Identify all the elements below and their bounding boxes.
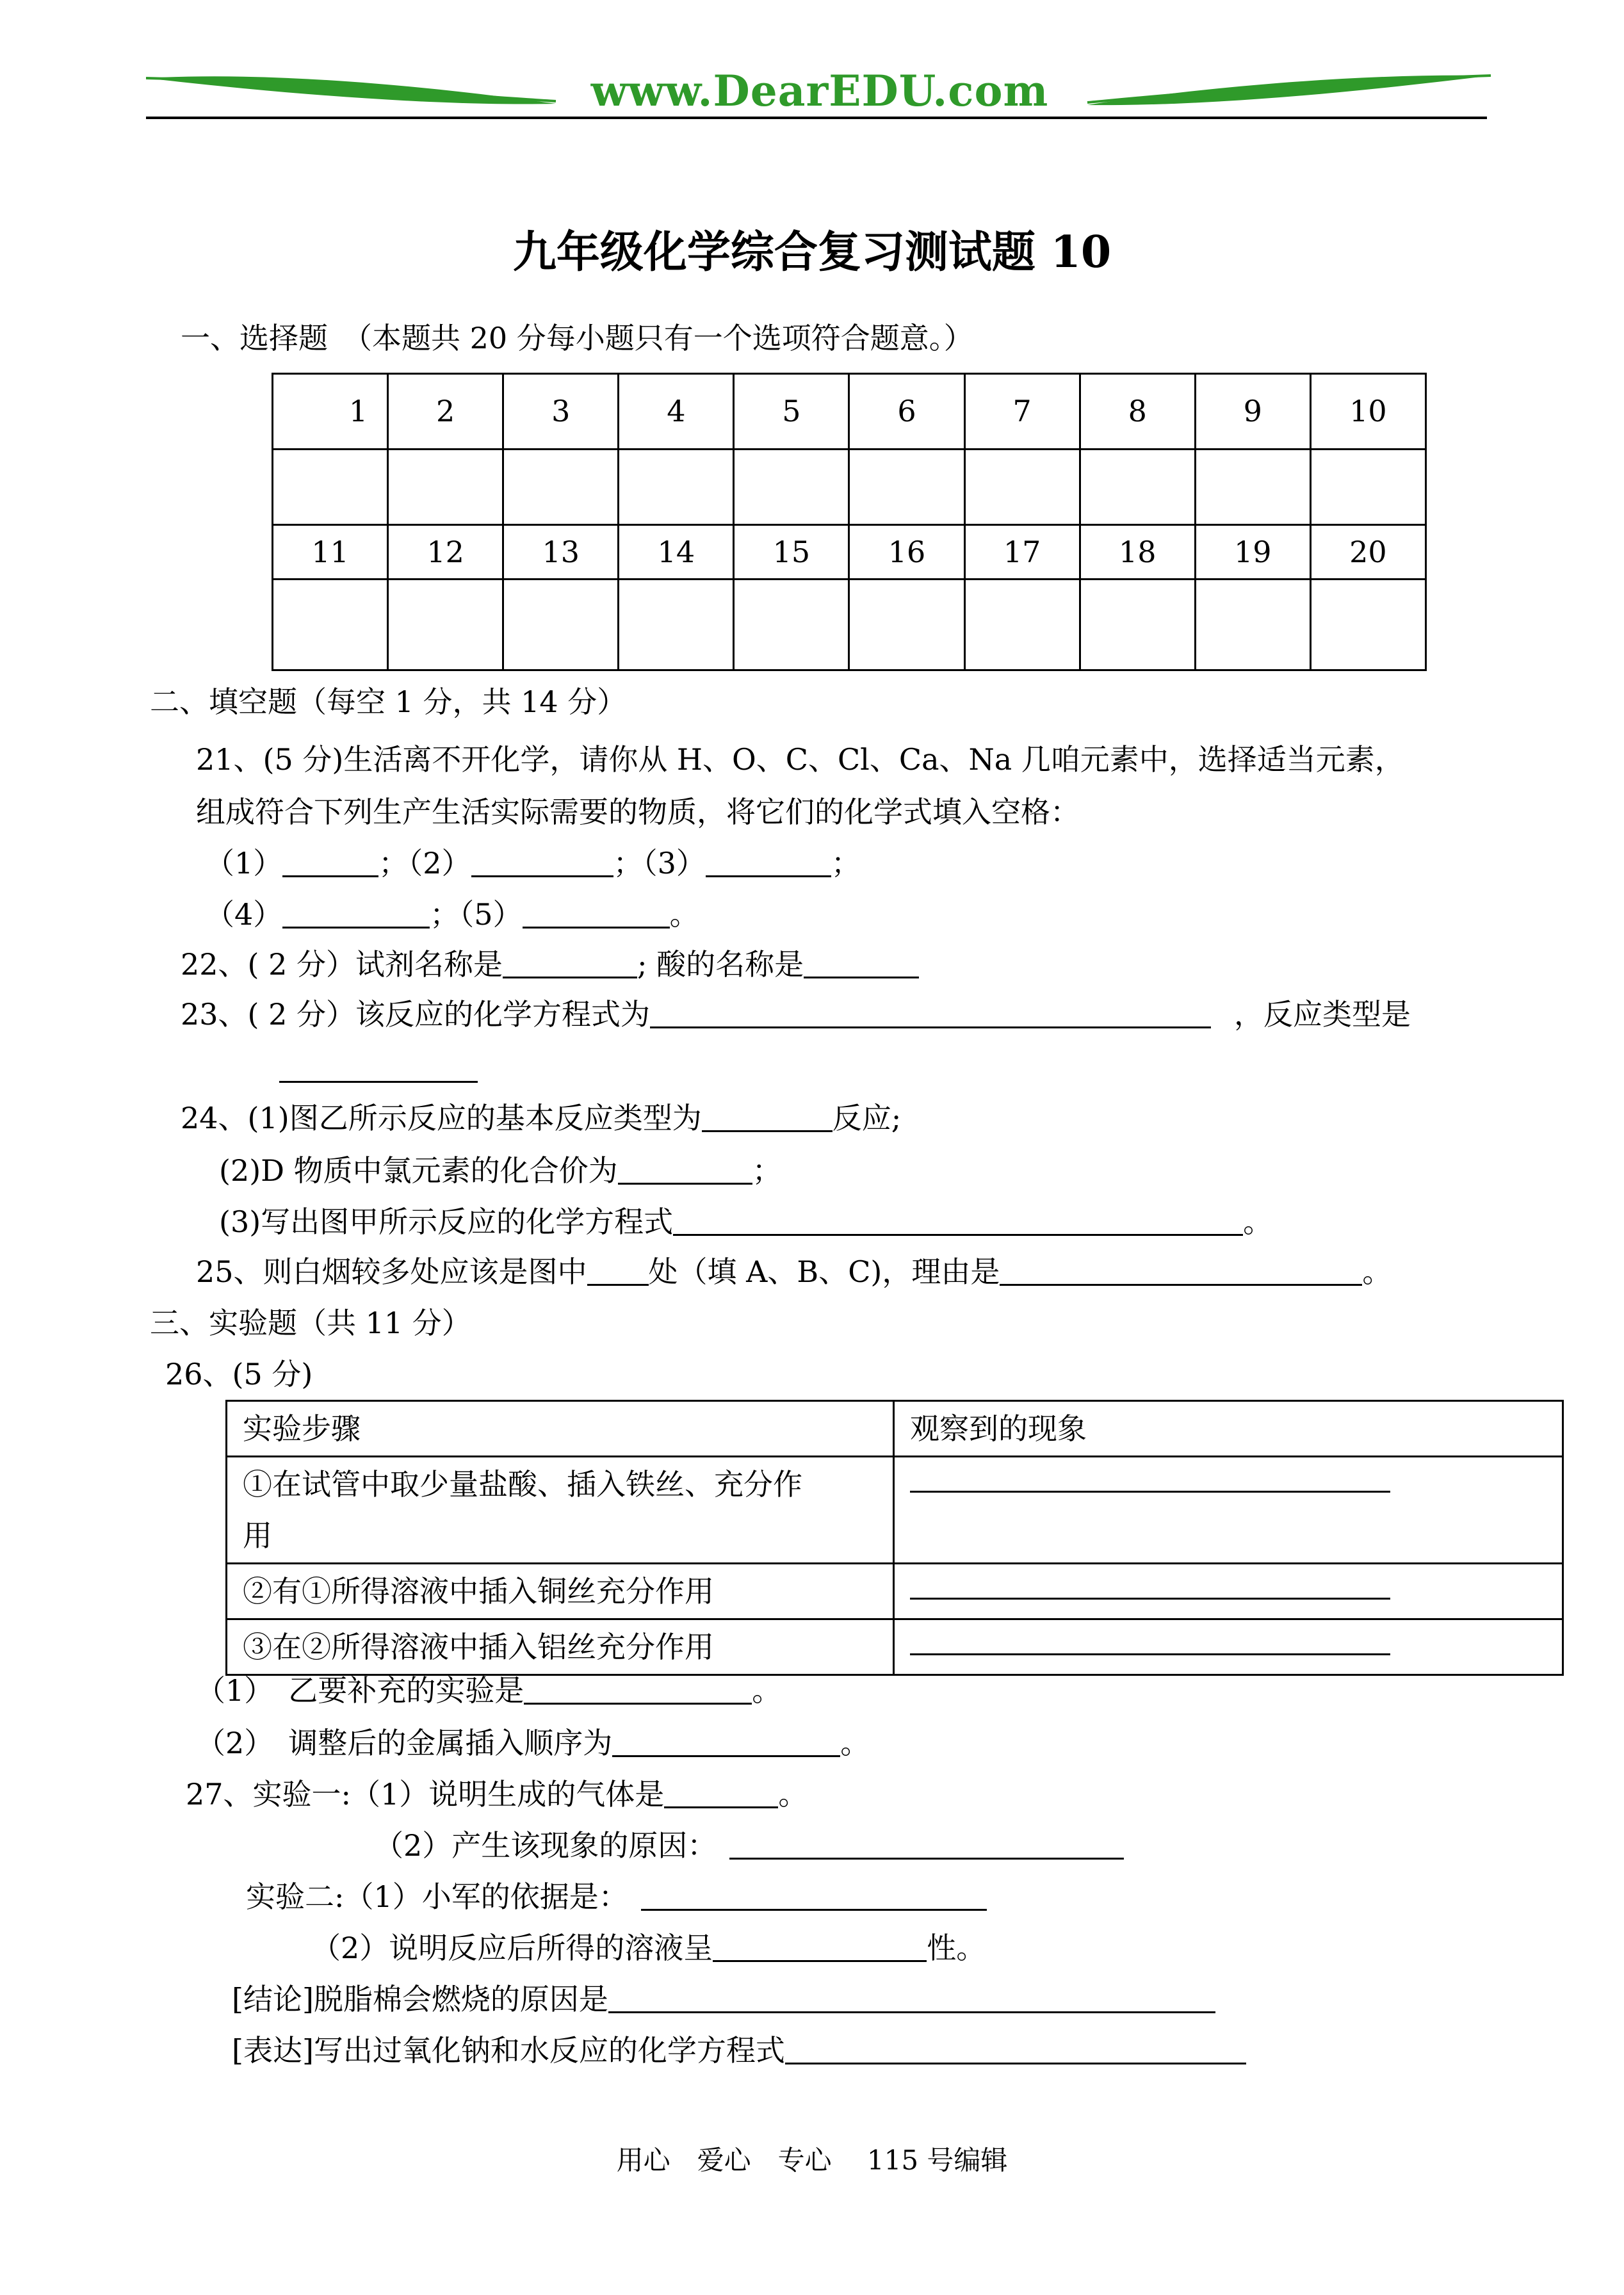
header-rule [146,117,1487,119]
q21-blanks-row1 [205,844,861,882]
q25-text-c: 。 [1362,1254,1392,1289]
answer-cell[interactable] [619,449,734,524]
q26-label: 26、(5 分) [165,1357,313,1391]
q21-blank-3[interactable] [706,847,831,877]
q26-blank-2[interactable] [612,1727,840,1757]
section2-heading: 二、填空题（每空 1 分，共 14 分） [150,685,627,719]
step-1 [227,1457,894,1564]
observation-2 [894,1564,1563,1619]
answer-cell[interactable] [1310,449,1425,524]
q23-text-a: 23、( 2 分）该反应的化学方程式为 [181,997,650,1032]
answer-cell[interactable] [273,579,388,670]
q21-label-5-end: 。 [669,897,699,932]
grid-number: 1 [273,374,388,450]
q21-label-1: （1） [205,846,283,880]
q21-label-5: ；（5） [430,897,523,932]
q21-label-4: （4） [205,897,283,932]
answer-cell[interactable] [503,579,619,670]
answer-cell[interactable] [734,449,849,524]
site-logo-text: www.DearEDU.com [590,66,1049,116]
conclusion-blank[interactable] [608,1983,1215,2013]
q27-blank-4[interactable] [713,1932,927,1962]
answer-cell[interactable] [1195,579,1310,670]
q27-blank-2[interactable] [729,1829,1124,1860]
q26-blank-1[interactable] [524,1675,752,1705]
grid-number: 11 [273,524,388,579]
grid-number: 6 [849,374,964,450]
q21-label-3-end: ； [831,846,861,880]
q24-text-1a: 24、(1)图乙所示反应的基本反应类型为 [181,1101,702,1135]
grid-number: 13 [503,524,619,579]
answer-cell[interactable] [273,449,388,524]
q26-sub1 [196,1671,781,1710]
answer-cell[interactable] [1080,449,1195,524]
q21-blanks-row2 [205,895,699,934]
q23-blank-2[interactable] [279,1081,478,1083]
q22-text-b: ; 酸的名称是 [637,947,804,982]
q27-line1 [186,1775,808,1813]
q21-blank-4[interactable] [282,898,430,929]
experiment-row-1 [227,1457,1563,1564]
header-observations: 观察到的现象 [894,1401,1563,1457]
q25-text-b: 处（填 A、B、C)，理由是 [648,1254,1000,1289]
grid-number: 9 [1195,374,1310,450]
q21-label-3: ；（3） [613,846,706,880]
q23-text-b: ，反应类型是 [1234,997,1411,1032]
q24-text-2a: (2)D 物质中氯元素的化合价为 [219,1153,618,1188]
section1-heading: 一、选择题 （本题共 20 分每小题只有一个选项符合题意。） [181,321,973,355]
experiment-table [225,1400,1564,1664]
grid-number: 4 [619,374,734,450]
observation-1 [894,1457,1563,1564]
q24-text-3b: 。 [1243,1204,1273,1239]
q22-text-a: 22、( 2 分）试剂名称是 [181,947,503,982]
q23-blank-1[interactable] [650,998,1211,1028]
q24-line2 [219,1151,782,1190]
q22-blank-2[interactable] [804,948,919,978]
experiment-row-3 [227,1619,1563,1675]
q27-text-1a: 27、实验一:（1）说明生成的气体是 [186,1777,665,1812]
page-title: 九年级化学综合复习测试题 10 [512,227,1112,278]
answer-grid-row-answers-1 [273,449,1426,524]
grid-number: 14 [619,524,734,579]
answer-cell[interactable] [1310,579,1425,670]
q21-text-line2: 组成符合下列生产生活实际需要的物质，将它们的化学式填入空格： [196,795,1080,829]
observation-1-blank[interactable] [910,1459,1390,1493]
step-3: ③在②所得溶液中插入铝丝充分作用 [227,1619,894,1675]
q21-label-2: ；（2） [378,846,471,880]
answer-cell[interactable] [388,579,503,670]
grid-number: 20 [1310,524,1425,579]
q24-text-1b: 反应; [832,1101,902,1135]
q25-blank-1[interactable] [587,1256,649,1286]
q23-line [181,995,1411,1034]
q25-line [196,1253,1392,1291]
q21-blank-1[interactable] [282,847,378,877]
q26-text-1a: （1） 乙要补充的实验是 [196,1673,524,1708]
grid-number: 8 [1080,374,1195,450]
answer-cell[interactable] [964,579,1080,670]
q27-text-3a: 实验二:（1）小军的依据是： [246,1879,628,1914]
answer-cell[interactable] [503,449,619,524]
section3-heading: 三、实验题（共 11 分） [150,1306,471,1340]
answer-cell[interactable] [1080,579,1195,670]
answer-cell[interactable] [734,579,849,670]
answer-grid-row-numbers-1 [273,374,1426,450]
experiment-row-2 [227,1564,1563,1619]
q26-text-2a: （2） 调整后的金属插入顺序为 [196,1726,613,1760]
q22-blank-1[interactable] [503,948,637,978]
q27-text-4a: （2）说明反应后所得的溶液呈 [311,1931,713,1965]
grid-number: 7 [964,374,1080,450]
q25-text-a: 25、则白烟较多处应该是图中 [196,1254,587,1289]
grid-number: 18 [1080,524,1195,579]
answer-cell[interactable] [619,579,734,670]
q21-blank-5[interactable] [523,898,670,929]
page-footer: 用心 爱心 专心 115 号编辑 [616,2145,1008,2176]
grid-number: 2 [388,374,503,450]
q25-blank-2[interactable] [1000,1256,1362,1286]
step-1-line1: ①在试管中取少量盐酸、插入铁丝、充分作 [243,1467,802,1502]
q24-text-2b: ； [752,1153,782,1188]
expression-line [232,2031,1246,2070]
conclusion-line [232,1980,1215,2018]
q24-blank-1[interactable] [702,1102,832,1132]
q27-text-2a: （2）产生该现象的原因： [374,1828,717,1863]
answer-grid-row-numbers-2 [273,524,1426,579]
grid-number: 15 [734,524,849,579]
observation-2-blank[interactable] [910,1566,1390,1600]
answer-grid [272,373,1427,671]
expression-text: [表达]写出过氧化钠和水反应的化学方程式 [232,2033,785,2068]
grid-number: 12 [388,524,503,579]
grid-number: 16 [849,524,964,579]
q27-blank-3[interactable] [641,1881,987,1911]
q21-text-line1: 21、(5 分)生活离不开化学，请你从 H、O、C、Cl、Ca、Na 几咱元素中，选择适当元素， [196,742,1404,777]
observation-3-blank[interactable] [910,1621,1390,1655]
q26-text-2b: 。 [840,1726,870,1760]
q21-blank-2[interactable] [471,847,613,877]
q24-line3 [219,1203,1272,1241]
expression-blank[interactable] [785,2034,1246,2064]
answer-cell[interactable] [849,449,964,524]
q27-text-1b: 。 [778,1777,808,1812]
answer-cell[interactable] [849,579,964,670]
answer-cell[interactable] [964,449,1080,524]
observation-3 [894,1619,1563,1675]
grid-number: 17 [964,524,1080,579]
answer-cell[interactable] [388,449,503,524]
q27-text-4b: 性。 [927,1931,986,1965]
q26-sub2 [196,1724,870,1762]
step-1-line2: 用 [243,1518,272,1553]
answer-cell[interactable] [1195,449,1310,524]
answer-grid-row-answers-2 [273,579,1426,670]
q27-blank-1[interactable] [664,1778,778,1808]
q27-line2 [374,1826,1124,1865]
q24-blank-3[interactable] [673,1206,1243,1236]
step-2: ②有①所得溶液中插入铜丝充分作用 [227,1564,894,1619]
experiment-table-header [227,1401,1563,1457]
q24-blank-2[interactable] [618,1155,752,1185]
q26-text-1b: 。 [752,1673,782,1708]
grid-number: 5 [734,374,849,450]
grid-number: 3 [503,374,619,450]
q27-line4 [311,1929,986,1967]
q27-line3 [246,1877,987,1916]
q24-line1 [181,1099,901,1137]
grid-number: 10 [1310,374,1425,450]
header-steps: 实验步骤 [227,1401,894,1457]
q24-text-3a: (3)写出图甲所示反应的化学方程式 [219,1204,674,1239]
grid-number: 19 [1195,524,1310,579]
conclusion-text: [结论]脱脂棉会燃烧的原因是 [232,1982,608,2016]
q22-line [181,945,919,984]
